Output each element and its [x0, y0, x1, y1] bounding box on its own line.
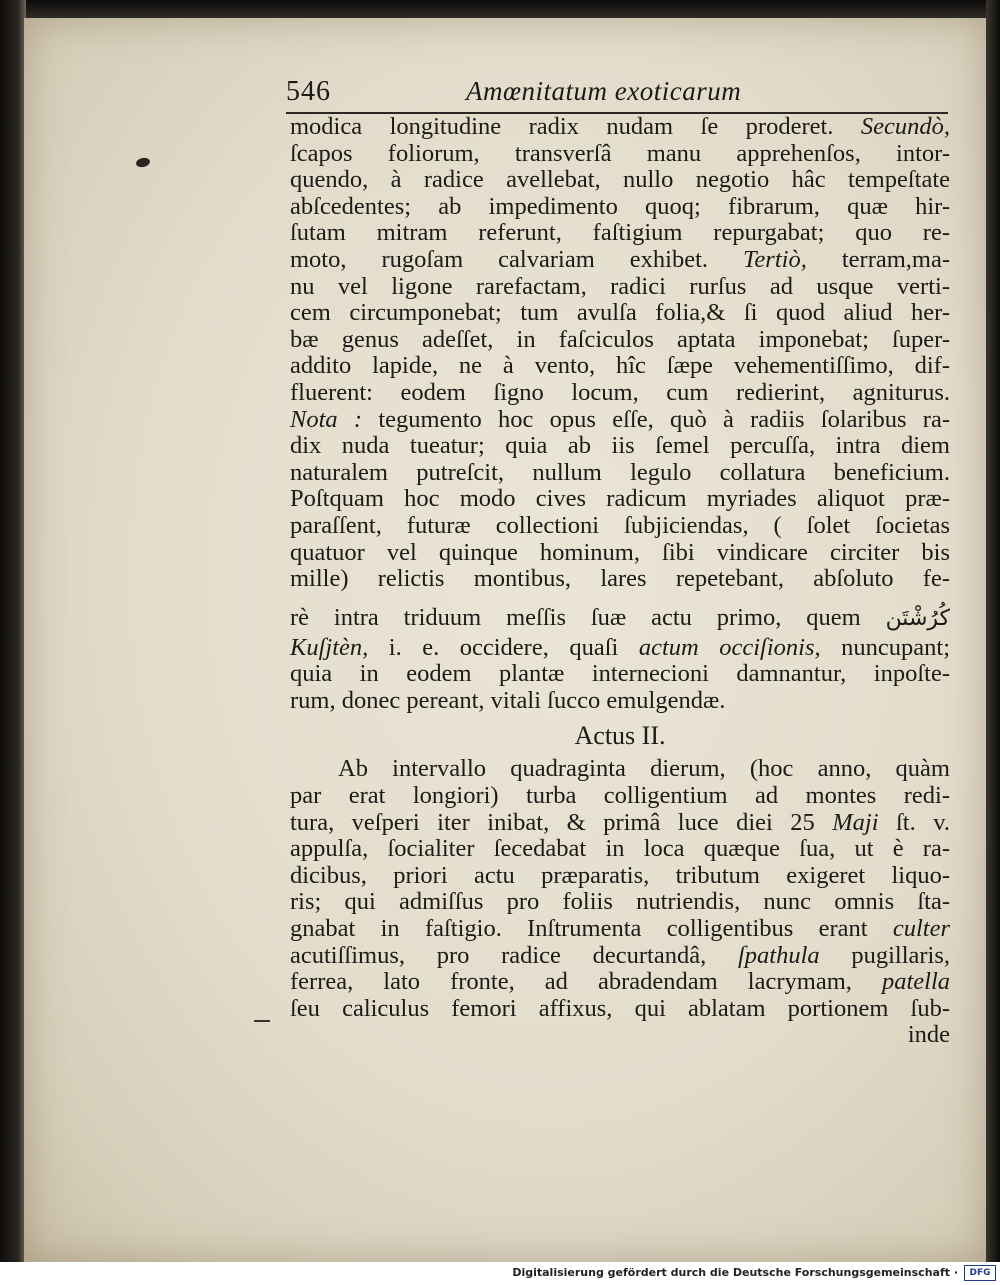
text-line: [290, 540, 950, 567]
text-run: mille) relictis montibus, lares repetebant, abſoluto fe-: [290, 565, 950, 593]
italic-phrase: culter: [892, 915, 950, 943]
scan-edge-right: [986, 0, 1000, 1262]
text-run: bæ genus adeſſet, in faſciculos aptata imponebat; ſuper-: [290, 325, 950, 353]
text-line: [290, 141, 950, 168]
text-run: ferrea, lato fronte, ad abradendam lacrymam,: [290, 968, 852, 996]
text-line: [290, 300, 950, 327]
text-line: [290, 635, 950, 662]
paragraph-block-c: [290, 756, 950, 1022]
text-run: ſeu caliculus femori affixus, qui ablatam portionem ſub-: [290, 994, 950, 1022]
text-run: naturalem putreſcit, nullum legulo collatura beneficium.: [290, 458, 950, 486]
italic-phrase: Tertiò,: [743, 245, 807, 273]
text-run: appulſa, ſocialiter ſecedabat in loca quæque ſua, ut è ra-: [290, 835, 950, 863]
italic-phrase: ſpathula: [737, 941, 820, 969]
text-line: [290, 460, 950, 487]
text-line: [290, 916, 950, 943]
text-line: [290, 889, 950, 916]
scan-edge-left: [0, 0, 26, 1262]
text-run: dix nuda tueatur; quia ab iis ſemel percuſſa, intra diem: [290, 432, 950, 460]
ink-blot: [135, 157, 151, 169]
text-run: modica longitudine radix nudam ſe proderet.: [290, 113, 834, 140]
text-line: [290, 783, 950, 810]
text-line: [290, 688, 950, 715]
italic-phrase: Kuſjtèn,: [290, 633, 369, 661]
text-line: [290, 433, 950, 460]
italic-phrase: patella: [881, 968, 951, 996]
paragraph-block-a: [290, 114, 950, 593]
text-run: ſt. v.: [896, 808, 950, 836]
text-run: fluerent: eodem ſigno locum, cum redierint, agniturus.: [290, 378, 950, 406]
catchword: inde: [907, 1021, 950, 1049]
text-run: abſcedentes; ab impedimento quoq; fibrarum, quæ hir-: [290, 192, 950, 220]
text-run: pugillaris,: [851, 941, 951, 969]
text-line: [290, 327, 950, 354]
italic-phrase: Nota :: [290, 405, 363, 433]
arabic-word: كُرُشْتَن: [885, 605, 950, 631]
text-run: Ab intervallo quadraginta dierum, (hoc anno, quàm: [338, 755, 950, 783]
text-line: [290, 486, 950, 513]
text-run: paraſſent, futuræ collectioni ſubjiciendas, ( ſolet ſocietas: [290, 511, 950, 539]
text-run: acutiſſimus, pro radice decurtandâ,: [290, 941, 707, 969]
text-line: [290, 380, 950, 407]
text-line: [290, 566, 950, 593]
text-run: ſcapos foliorum, transverſâ manu apprehenſos, intor-: [290, 139, 950, 167]
text-run: rum, donec pereant, vitali ſucco emulgendæ.: [290, 686, 726, 714]
paragraph-block-b: [290, 635, 950, 715]
text-run: quatuor vel quinque hominum, ſibi vindicare circiter bis: [290, 538, 950, 566]
text-run: ris; qui admiſſus pro foliis nutriendis, nunc omnis ſta-: [290, 888, 950, 916]
running-head: Amœnitatum exoticarum: [466, 76, 742, 106]
text-run: cem circumponebat; tum avulſa folia,& ſi quod aliud her-: [290, 299, 950, 327]
text-run: addito lapide, ne à vento, hîc ſæpe vehementiſſimo, dif-: [290, 352, 950, 380]
body-text: [290, 114, 950, 1049]
text-line: [290, 969, 950, 996]
text-line: [290, 836, 950, 863]
text-run: tegumento hoc opus eſſe, quò à radiis ſolaribus ra-: [378, 405, 950, 433]
text-run: nu vel ligone rarefactam, radici rurſus ad usque verti-: [290, 272, 950, 300]
section-heading: Actus II.: [574, 721, 666, 751]
text-run: tura, veſperi iter inibat, & primâ luce diei 25: [290, 808, 815, 836]
text-line: [290, 407, 950, 434]
book-page: [24, 18, 986, 1262]
text-run: par erat longiori) turba colligentium ad montes redi-: [290, 782, 950, 810]
italic-phrase: Maji: [832, 808, 879, 836]
text-line: [290, 247, 950, 274]
text-line: [290, 943, 950, 970]
text-line: [290, 863, 950, 890]
text-run: quia in eodem plantæ internecioni damnantur, inpoſte-: [290, 660, 950, 688]
text-run: quendo, à radice avellebat, nullo negotio hâc tempeſtate: [290, 166, 950, 194]
text-run: terram,ma-: [841, 245, 951, 273]
text-line: [290, 353, 950, 380]
text-run: moto, rugoſam calvariam exhibet.: [290, 245, 709, 273]
dfg-logo: DFG: [964, 1265, 996, 1281]
text-line: [290, 194, 950, 221]
text-run: gnabat in faſtigio. Inſtrumenta colligentibus erant: [290, 915, 868, 943]
text-line: [290, 810, 950, 837]
text-line: [290, 996, 950, 1023]
text-line: [290, 114, 950, 141]
page-number: 546: [286, 76, 331, 107]
digitization-footer: [0, 1262, 1000, 1285]
text-run: Poſtquam hoc modo cives radicum myriades aliquot præ-: [290, 485, 950, 513]
text-run: nuncupant;: [841, 633, 951, 661]
text-line: [290, 220, 950, 247]
page-header: [286, 76, 986, 114]
text-line: [290, 756, 950, 783]
margin-mark: [254, 1020, 270, 1022]
text-run: ſutam mitram referunt, faſtigium repurgabat; quo re-: [290, 219, 950, 247]
text-run: i. e. occidere, quaſi: [388, 633, 619, 661]
text-line: [290, 513, 950, 540]
footer-credit-text: Digitalisierung gefördert durch die Deutsche Forschungsgemeinschaft ·: [512, 1266, 958, 1279]
text-run: dicibus, priori actu præparatis, tributum exigeret liquo-: [290, 861, 950, 889]
italic-phrase: actum occiſionis,: [638, 633, 821, 661]
italic-phrase: Secundò,: [860, 113, 950, 140]
text-line: [290, 274, 950, 301]
text-line-arabic: [290, 593, 950, 635]
text-line: [290, 661, 950, 688]
text-line-arabic-latin: rè intra triduum meſſis ſuæ actu primo, quem: [290, 603, 861, 631]
text-line: [290, 167, 950, 194]
